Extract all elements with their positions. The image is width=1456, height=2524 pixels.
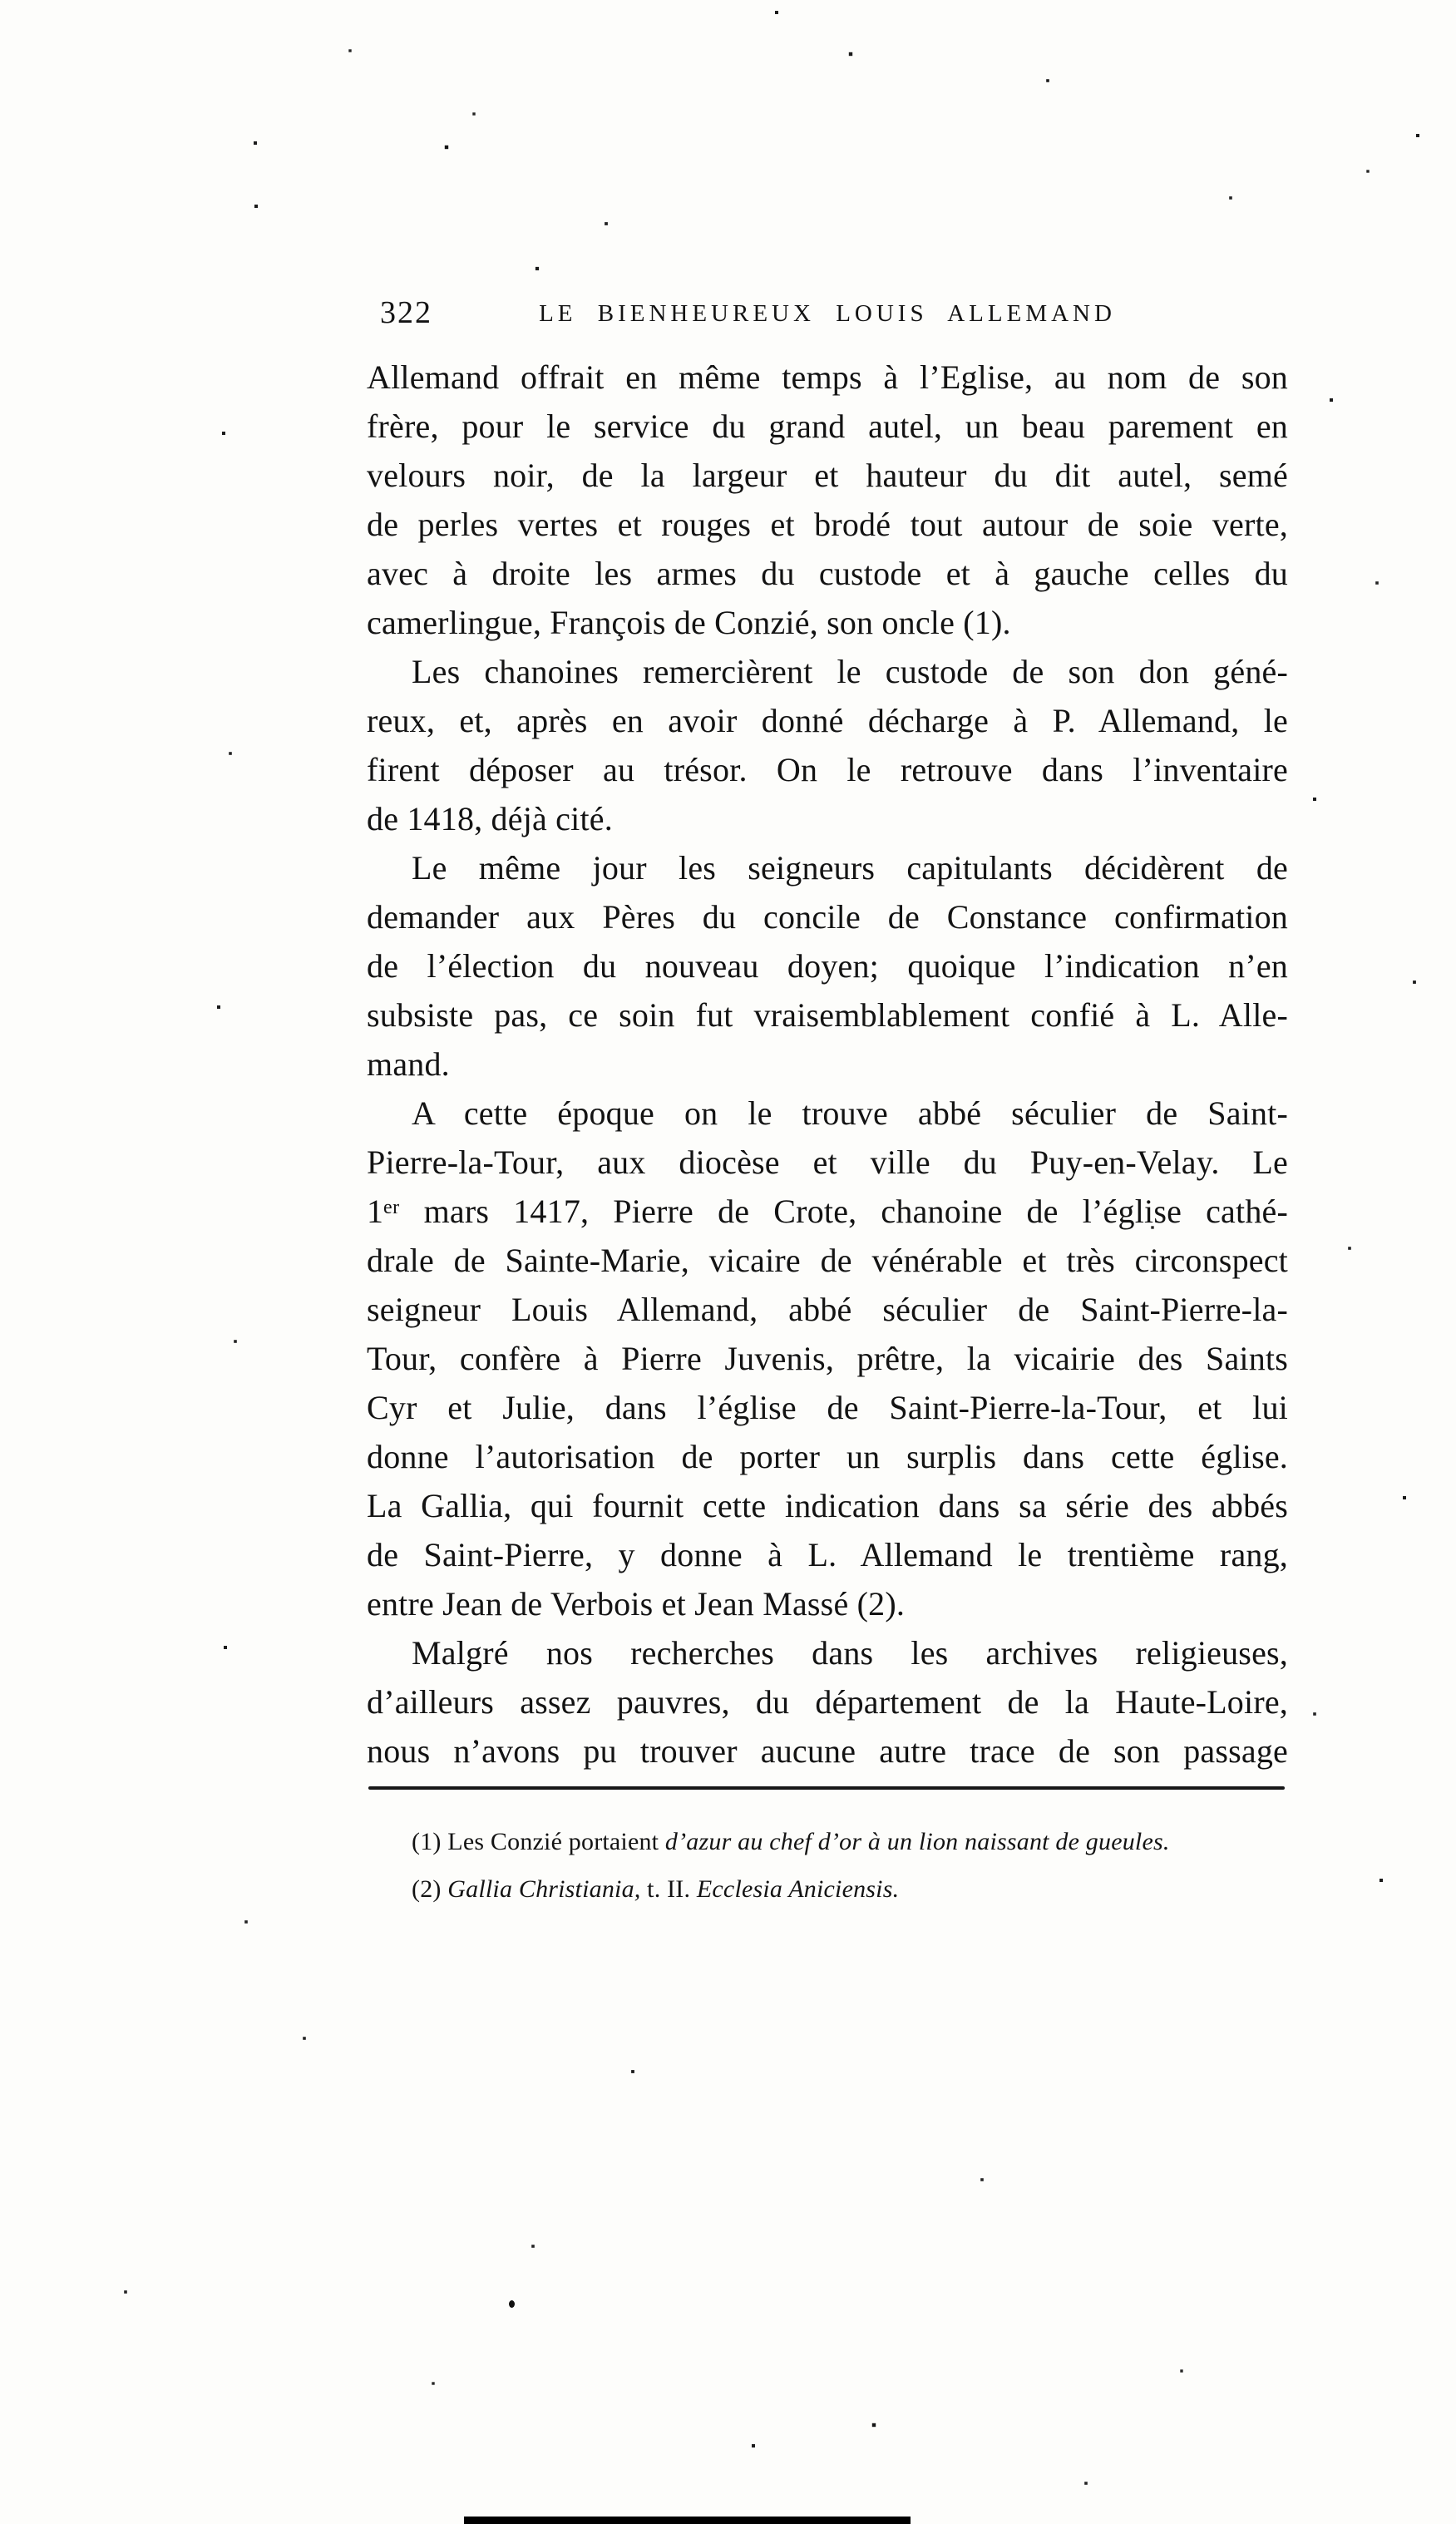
footnote-2 bbox=[367, 1865, 1288, 1913]
body-line: Malgré nos recherches dans les archives religieuses, bbox=[412, 1634, 1288, 1672]
footnote-separator-rule bbox=[368, 1786, 1285, 1790]
running-head bbox=[367, 293, 1288, 338]
body-line: seigneur Louis Allemand, abbé séculier de Saint-Pierre-la- bbox=[367, 1291, 1288, 1328]
body-line: Les chanoines remercièrent le custode de son don géné- bbox=[412, 653, 1288, 690]
footnote-2-section: Ecclesia Aniciensis. bbox=[696, 1875, 900, 1903]
body-line: Cyr et Julie, dans l’église de Saint-Pierre-la-Tour, et lui bbox=[367, 1389, 1288, 1426]
footnote-1 bbox=[367, 1818, 1288, 1865]
body-line: Allemand offrait en même temps à l’Eglise, au nom de son bbox=[367, 358, 1288, 396]
body-line: nous n’avons pu trouver aucune autre trace de son passage bbox=[367, 1732, 1288, 1770]
body-line: frère, pour le service du grand autel, un beau parement en bbox=[367, 407, 1288, 445]
page-number: 322 bbox=[380, 295, 432, 330]
body-line: La Gallia, qui fournit cette indication dans sa série des abbés bbox=[367, 1487, 1288, 1524]
body-line: mand. bbox=[367, 1045, 450, 1083]
body-line: de perles vertes et rouges et brodé tout autour de soie verte, bbox=[367, 506, 1288, 543]
body-line: de l’élection du nouveau doyen; quoique l’indication n’en bbox=[367, 947, 1288, 985]
body-line: firent déposer au trésor. On le retrouve dans l’inventaire bbox=[367, 751, 1288, 788]
body-line: subsiste pas, ce soin fut vraisemblablement confié à L. Alle- bbox=[367, 996, 1288, 1034]
body-line: A cette époque on le trouve abbé séculier de Saint- bbox=[412, 1094, 1288, 1132]
footnote-1-marker: (1) bbox=[412, 1828, 442, 1855]
body-line: entre Jean de Verbois et Jean Massé (2). bbox=[367, 1585, 906, 1623]
body-line: Le même jour les seigneurs capitulants décidèrent de bbox=[412, 849, 1288, 887]
body-line: de 1418, déjà cité. bbox=[367, 800, 613, 837]
footnote-2-marker: (2) bbox=[412, 1875, 442, 1903]
body-line: demander aux Pères du concile de Constance confirmation bbox=[367, 898, 1288, 936]
body-line: Tour, confère à Pierre Juvenis, prêtre, la vicairie des Saints bbox=[367, 1340, 1288, 1377]
body-line: velours noir, de la largeur et hauteur du dit autel, semé bbox=[367, 457, 1288, 494]
body-line: avec à droite les armes du custode et à gauche celles du bbox=[367, 555, 1288, 592]
body-line: donne l’autorisation de porter un surplis dans cette église. bbox=[367, 1438, 1288, 1475]
footnote-2-title: Gallia Christiania, bbox=[447, 1875, 641, 1903]
body-line: reux, et, après en avoir donné décharge à P. Allemand, le bbox=[367, 702, 1288, 739]
scan-noise-speckles bbox=[0, 0, 2, 2]
body-line: Pierre-la-Tour, aux diocèse et ville du Puy-en-Velay. Le bbox=[367, 1143, 1288, 1181]
footnote-1-text: Les Conzié portaient bbox=[447, 1828, 659, 1855]
footnote-1-blazon: d’azur au chef d’or à un lion naissant de gueules. bbox=[664, 1828, 1170, 1855]
body-line: camerlingue, François de Conzié, son oncle (1). bbox=[367, 604, 1011, 641]
body-line: de Saint-Pierre, y donne à L. Allemand le trentième rang, bbox=[367, 1536, 1288, 1573]
body-line: drale de Sainte-Marie, vicaire de vénérable et très circonspect bbox=[367, 1242, 1288, 1279]
footnote-2-volume: t. II. bbox=[647, 1875, 691, 1903]
body-line: 1ᵉʳ mars 1417, Pierre de Crote, chanoine de l’église cathé- bbox=[367, 1193, 1288, 1230]
scan-edge-artifact bbox=[464, 2517, 911, 2524]
running-title: LE BIENHEUREUX LOUIS ALLEMAND bbox=[539, 300, 1116, 327]
text-block bbox=[367, 353, 1288, 1913]
ink-dot bbox=[509, 2300, 515, 2308]
body-line: d’ailleurs assez pauvres, du département de la Haute-Loire, bbox=[367, 1683, 1288, 1721]
